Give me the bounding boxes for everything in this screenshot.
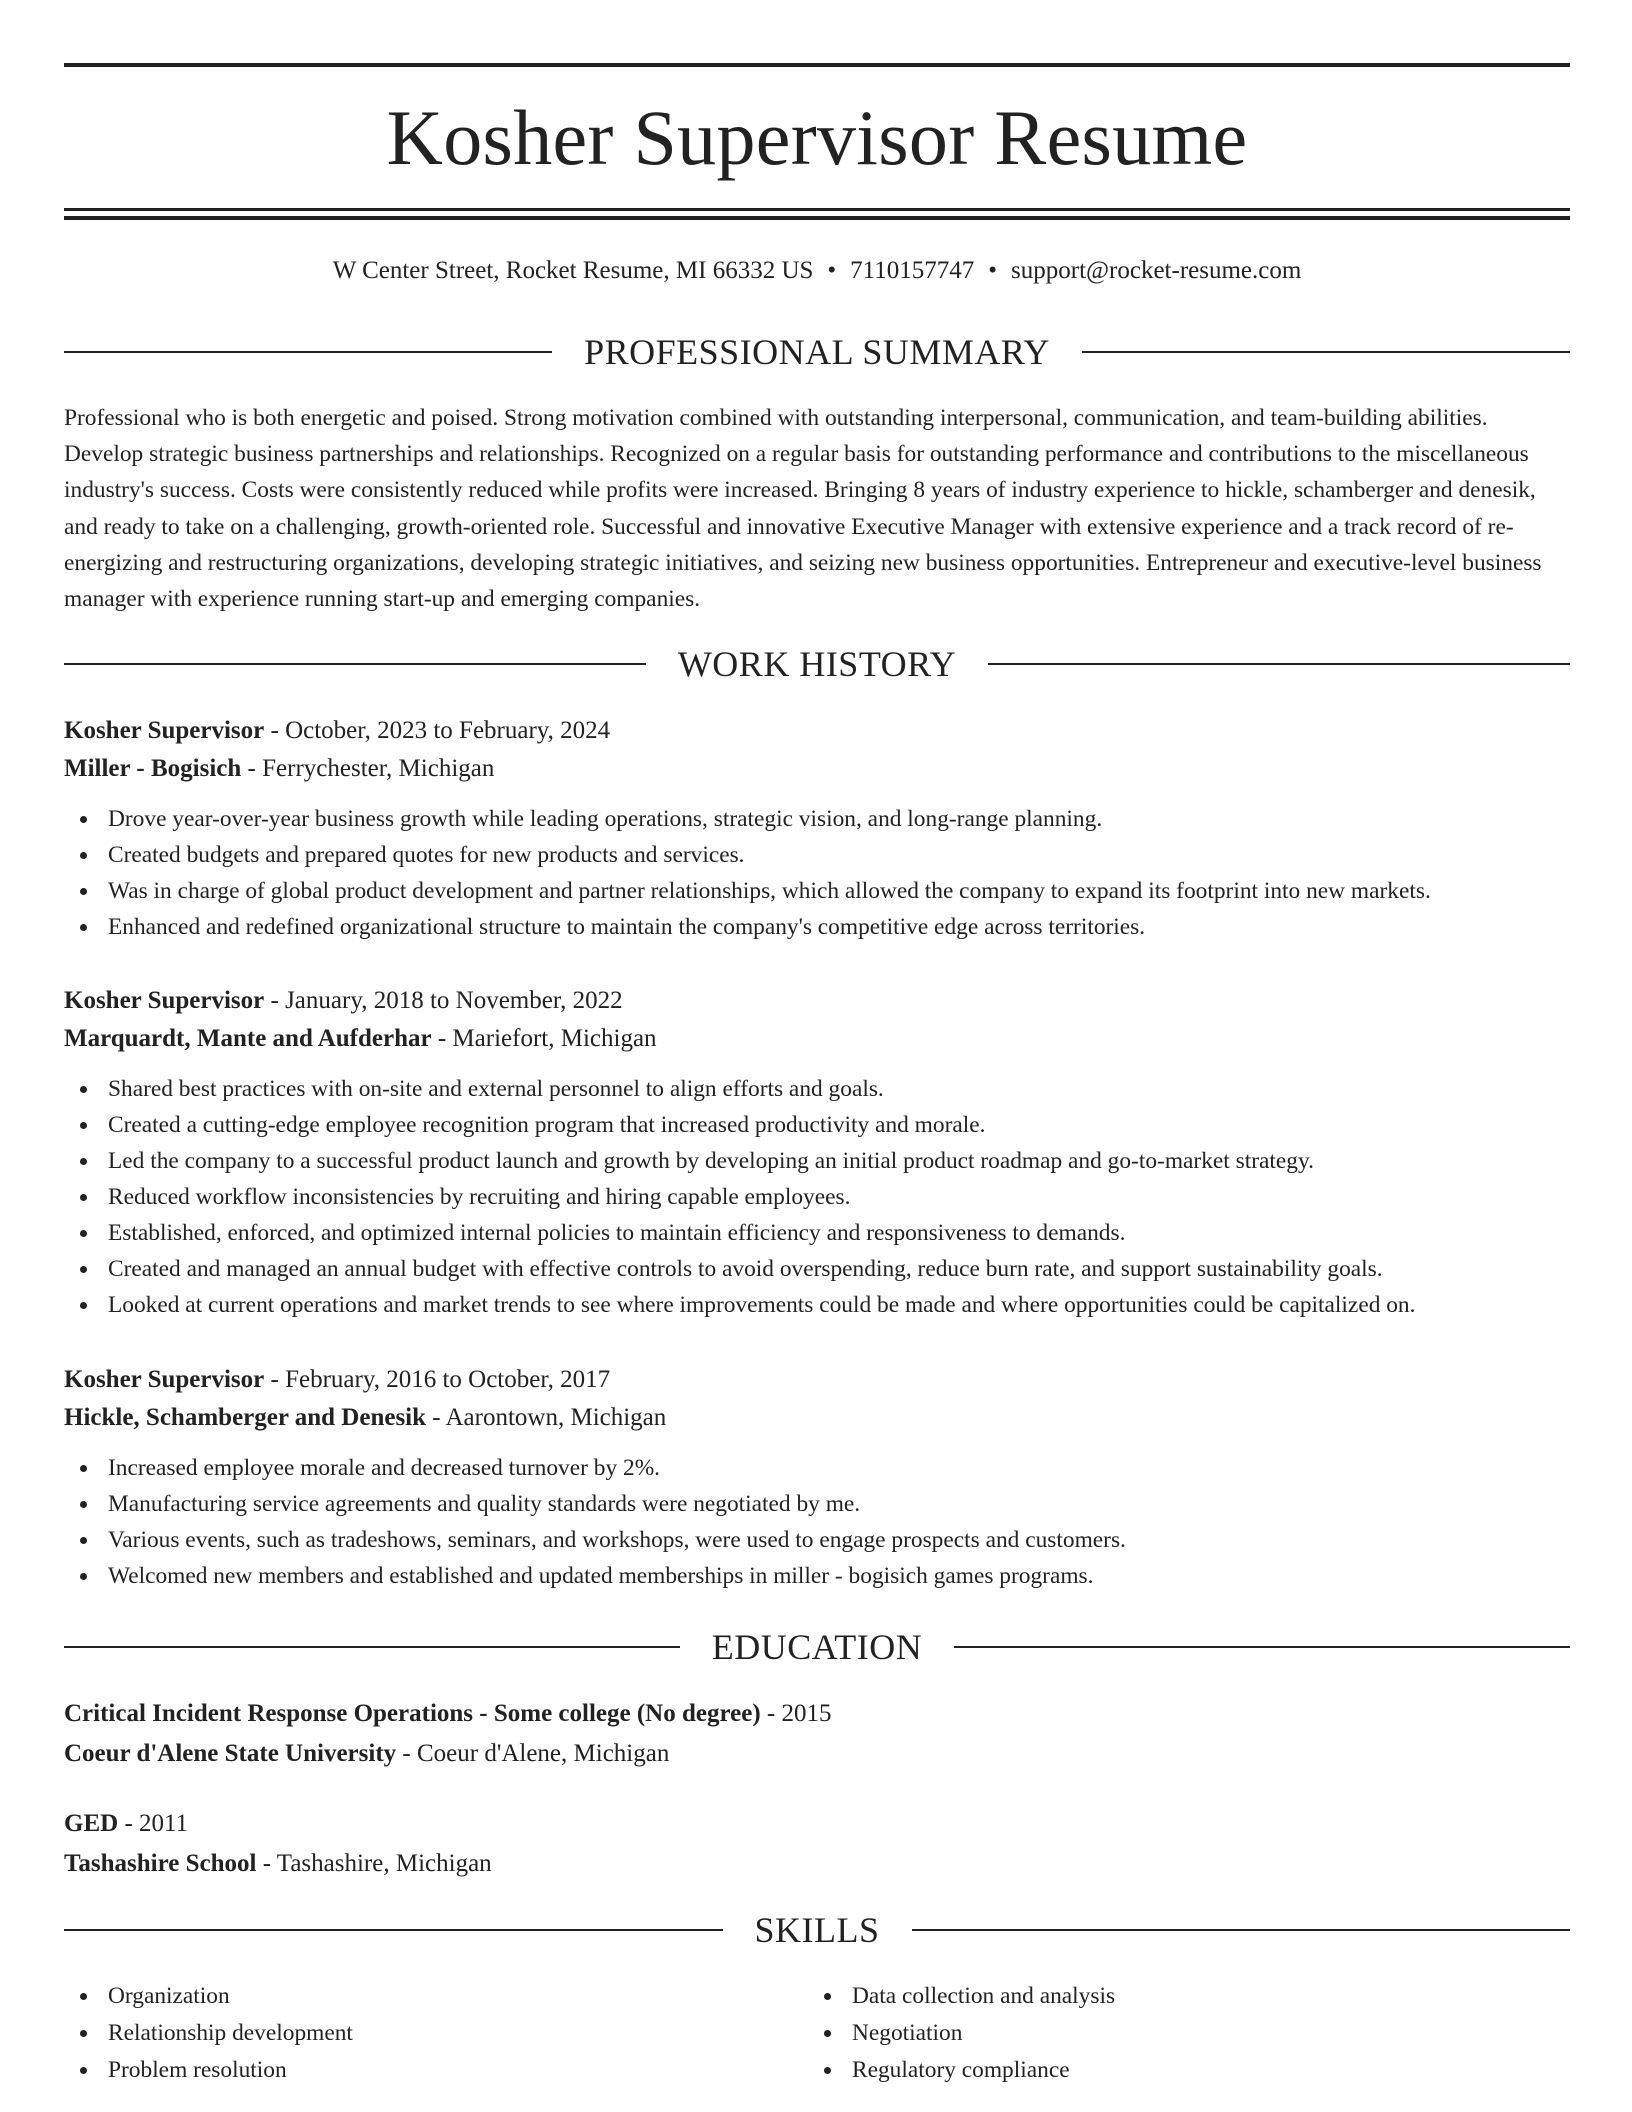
education-year: - 2011 bbox=[118, 1810, 189, 1837]
section-title: EDUCATION bbox=[711, 1627, 923, 1667]
list-item: Created and managed an annual budget with effective controls to avoid overspending, reduce burn rate, and support sustainability goals. bbox=[64, 1251, 1570, 1287]
job-entry bbox=[64, 982, 1570, 1323]
heading-rule bbox=[1082, 351, 1570, 353]
list-item: Drove year-over-year business growth while leading operations, strategic vision, and long-range planning. bbox=[64, 801, 1570, 837]
contact-email: support@rocket-resume.com bbox=[1011, 257, 1302, 284]
job-title-line bbox=[64, 712, 1570, 750]
contact-separator: • bbox=[827, 257, 837, 284]
job-company: Marquardt, Mante and Aufderhar bbox=[64, 1025, 432, 1052]
education-degree: Critical Incident Response Operations - Some college (No degree) bbox=[64, 1700, 761, 1727]
job-location: - Mariefort, Michigan bbox=[431, 1025, 657, 1052]
contact-line bbox=[64, 254, 1570, 288]
list-item: Various events, such as tradeshows, seminars, and workshops, were used to engage prospects and customers. bbox=[64, 1522, 1570, 1558]
job-title: Kosher Supervisor bbox=[64, 1366, 265, 1393]
header-bottom-rule-2 bbox=[64, 216, 1570, 220]
list-item: Created budgets and prepared quotes for new products and services. bbox=[64, 837, 1570, 873]
list-item: Negotiation bbox=[808, 2015, 1552, 2052]
job-company: Hickle, Schamberger and Denesik bbox=[64, 1404, 427, 1431]
page-title: Kosher Supervisor Resume bbox=[386, 94, 1248, 181]
list-item: Reduced workflow inconsistencies by recruiting and hiring capable employees. bbox=[64, 1179, 1570, 1215]
section-heading-summary bbox=[64, 330, 1570, 374]
list-item: Welcomed new members and established and updated memberships in miller - bogisich games programs. bbox=[64, 1558, 1570, 1594]
list-item: Problem resolution bbox=[64, 2052, 808, 2089]
skills-column-right bbox=[808, 1978, 1552, 2089]
education-degree-line bbox=[64, 1804, 1570, 1844]
list-item: Data collection and analysis bbox=[808, 1978, 1552, 2015]
header-top-rule bbox=[64, 63, 1570, 67]
education-degree-line bbox=[64, 1694, 1570, 1734]
education-school: Coeur d'Alene State University bbox=[64, 1740, 397, 1767]
job-dates: - January, 2018 to November, 2022 bbox=[264, 987, 623, 1014]
list-item: Created a cutting-edge employee recognition program that increased productivity and morale. bbox=[64, 1107, 1570, 1143]
education-school-line bbox=[64, 1844, 1570, 1884]
job-bullets bbox=[64, 801, 1570, 945]
job-title: Kosher Supervisor bbox=[64, 717, 265, 744]
list-item: Organization bbox=[64, 1978, 808, 2015]
section-title: SKILLS bbox=[754, 1910, 880, 1950]
contact-separator: • bbox=[988, 257, 998, 284]
education-location: - Tashashire, Michigan bbox=[256, 1850, 492, 1877]
job-company: Miller - Bogisich bbox=[64, 755, 242, 782]
list-item: Enhanced and redefined organizational structure to maintain the company's competitive edge across territories. bbox=[64, 909, 1570, 945]
list-item: Led the company to a successful product launch and growth by developing an initial product roadmap and go-to-market strategy. bbox=[64, 1143, 1570, 1179]
job-company-line bbox=[64, 1399, 1570, 1437]
education-school: Tashashire School bbox=[64, 1850, 257, 1877]
list-item: Was in charge of global product development and partner relationships, which allowed the company to expand its footprint into new markets. bbox=[64, 873, 1570, 909]
heading-rule bbox=[64, 1929, 723, 1931]
education-location: - Coeur d'Alene, Michigan bbox=[396, 1740, 670, 1767]
job-entry bbox=[64, 1361, 1570, 1594]
heading-rule bbox=[988, 663, 1570, 665]
job-company-line bbox=[64, 1020, 1570, 1058]
education-year: - 2015 bbox=[760, 1700, 832, 1727]
list-item: Regulatory compliance bbox=[808, 2052, 1552, 2089]
education-entry bbox=[64, 1694, 1570, 1774]
section-title: PROFESSIONAL SUMMARY bbox=[584, 332, 1050, 372]
contact-phone: 7110157747 bbox=[850, 257, 975, 284]
contact-address: W Center Street, Rocket Resume, MI 66332 US bbox=[332, 257, 814, 284]
job-title-line bbox=[64, 982, 1570, 1020]
job-location: - Ferrychester, Michigan bbox=[241, 755, 495, 782]
heading-rule bbox=[912, 1929, 1571, 1931]
job-dates: - February, 2016 to October, 2017 bbox=[264, 1366, 611, 1393]
section-heading-skills bbox=[64, 1908, 1570, 1952]
job-dates: - October, 2023 to February, 2024 bbox=[264, 717, 611, 744]
header-bottom-rule bbox=[64, 208, 1570, 211]
list-item: Relationship development bbox=[64, 2015, 808, 2052]
section-title: WORK HISTORY bbox=[677, 644, 957, 684]
list-item: Looked at current operations and market trends to see where improvements could be made and where opportunities could be capitalized on. bbox=[64, 1287, 1570, 1323]
education-school-line bbox=[64, 1734, 1570, 1774]
job-bullets bbox=[64, 1450, 1570, 1594]
education-entry bbox=[64, 1804, 1570, 1884]
skills-list bbox=[64, 1978, 1570, 2089]
job-entry bbox=[64, 712, 1570, 945]
summary-text: Professional who is both energetic and poised. Strong motivation combined with outstanding interpersonal, communication, and team-building abilities. Develop strategic business partnerships and relationships. Recognized on a regular basis for outstanding performance and contributions to the miscellaneous industry's success. Costs were consistently reduced while profits were increased. Bringing 8 years of industry experience to hickle, schamberger and denesik, and ready to take on a challenging, growth-oriented role. Successful and innovative Executive Manager with extensive experience and a track record of re-energizing and restructuring organizations, developing strategic initiatives, and seizing new business opportunities. Entrepreneur and executive-level business manager with experience running start-up and emerging companies. bbox=[64, 405, 1542, 613]
list-item: Shared best practices with on-site and external personnel to align efforts and goals. bbox=[64, 1071, 1570, 1107]
section-heading-education bbox=[64, 1625, 1570, 1669]
list-item: Established, enforced, and optimized internal policies to maintain efficiency and responsiveness to demands. bbox=[64, 1215, 1570, 1251]
job-location: - Aarontown, Michigan bbox=[426, 1404, 667, 1431]
list-item: Manufacturing service agreements and quality standards were negotiated by me. bbox=[64, 1486, 1570, 1522]
heading-rule bbox=[954, 1646, 1570, 1648]
skills-column-left bbox=[64, 1978, 808, 2089]
education-degree: GED bbox=[64, 1810, 119, 1837]
job-title-line bbox=[64, 1361, 1570, 1399]
list-item: Increased employee morale and decreased turnover by 2%. bbox=[64, 1450, 1570, 1486]
section-heading-work bbox=[64, 642, 1570, 686]
job-company-line bbox=[64, 750, 1570, 788]
job-title: Kosher Supervisor bbox=[64, 987, 265, 1014]
job-bullets bbox=[64, 1071, 1570, 1323]
heading-rule bbox=[64, 351, 552, 353]
heading-rule bbox=[64, 1646, 680, 1648]
heading-rule bbox=[64, 663, 646, 665]
